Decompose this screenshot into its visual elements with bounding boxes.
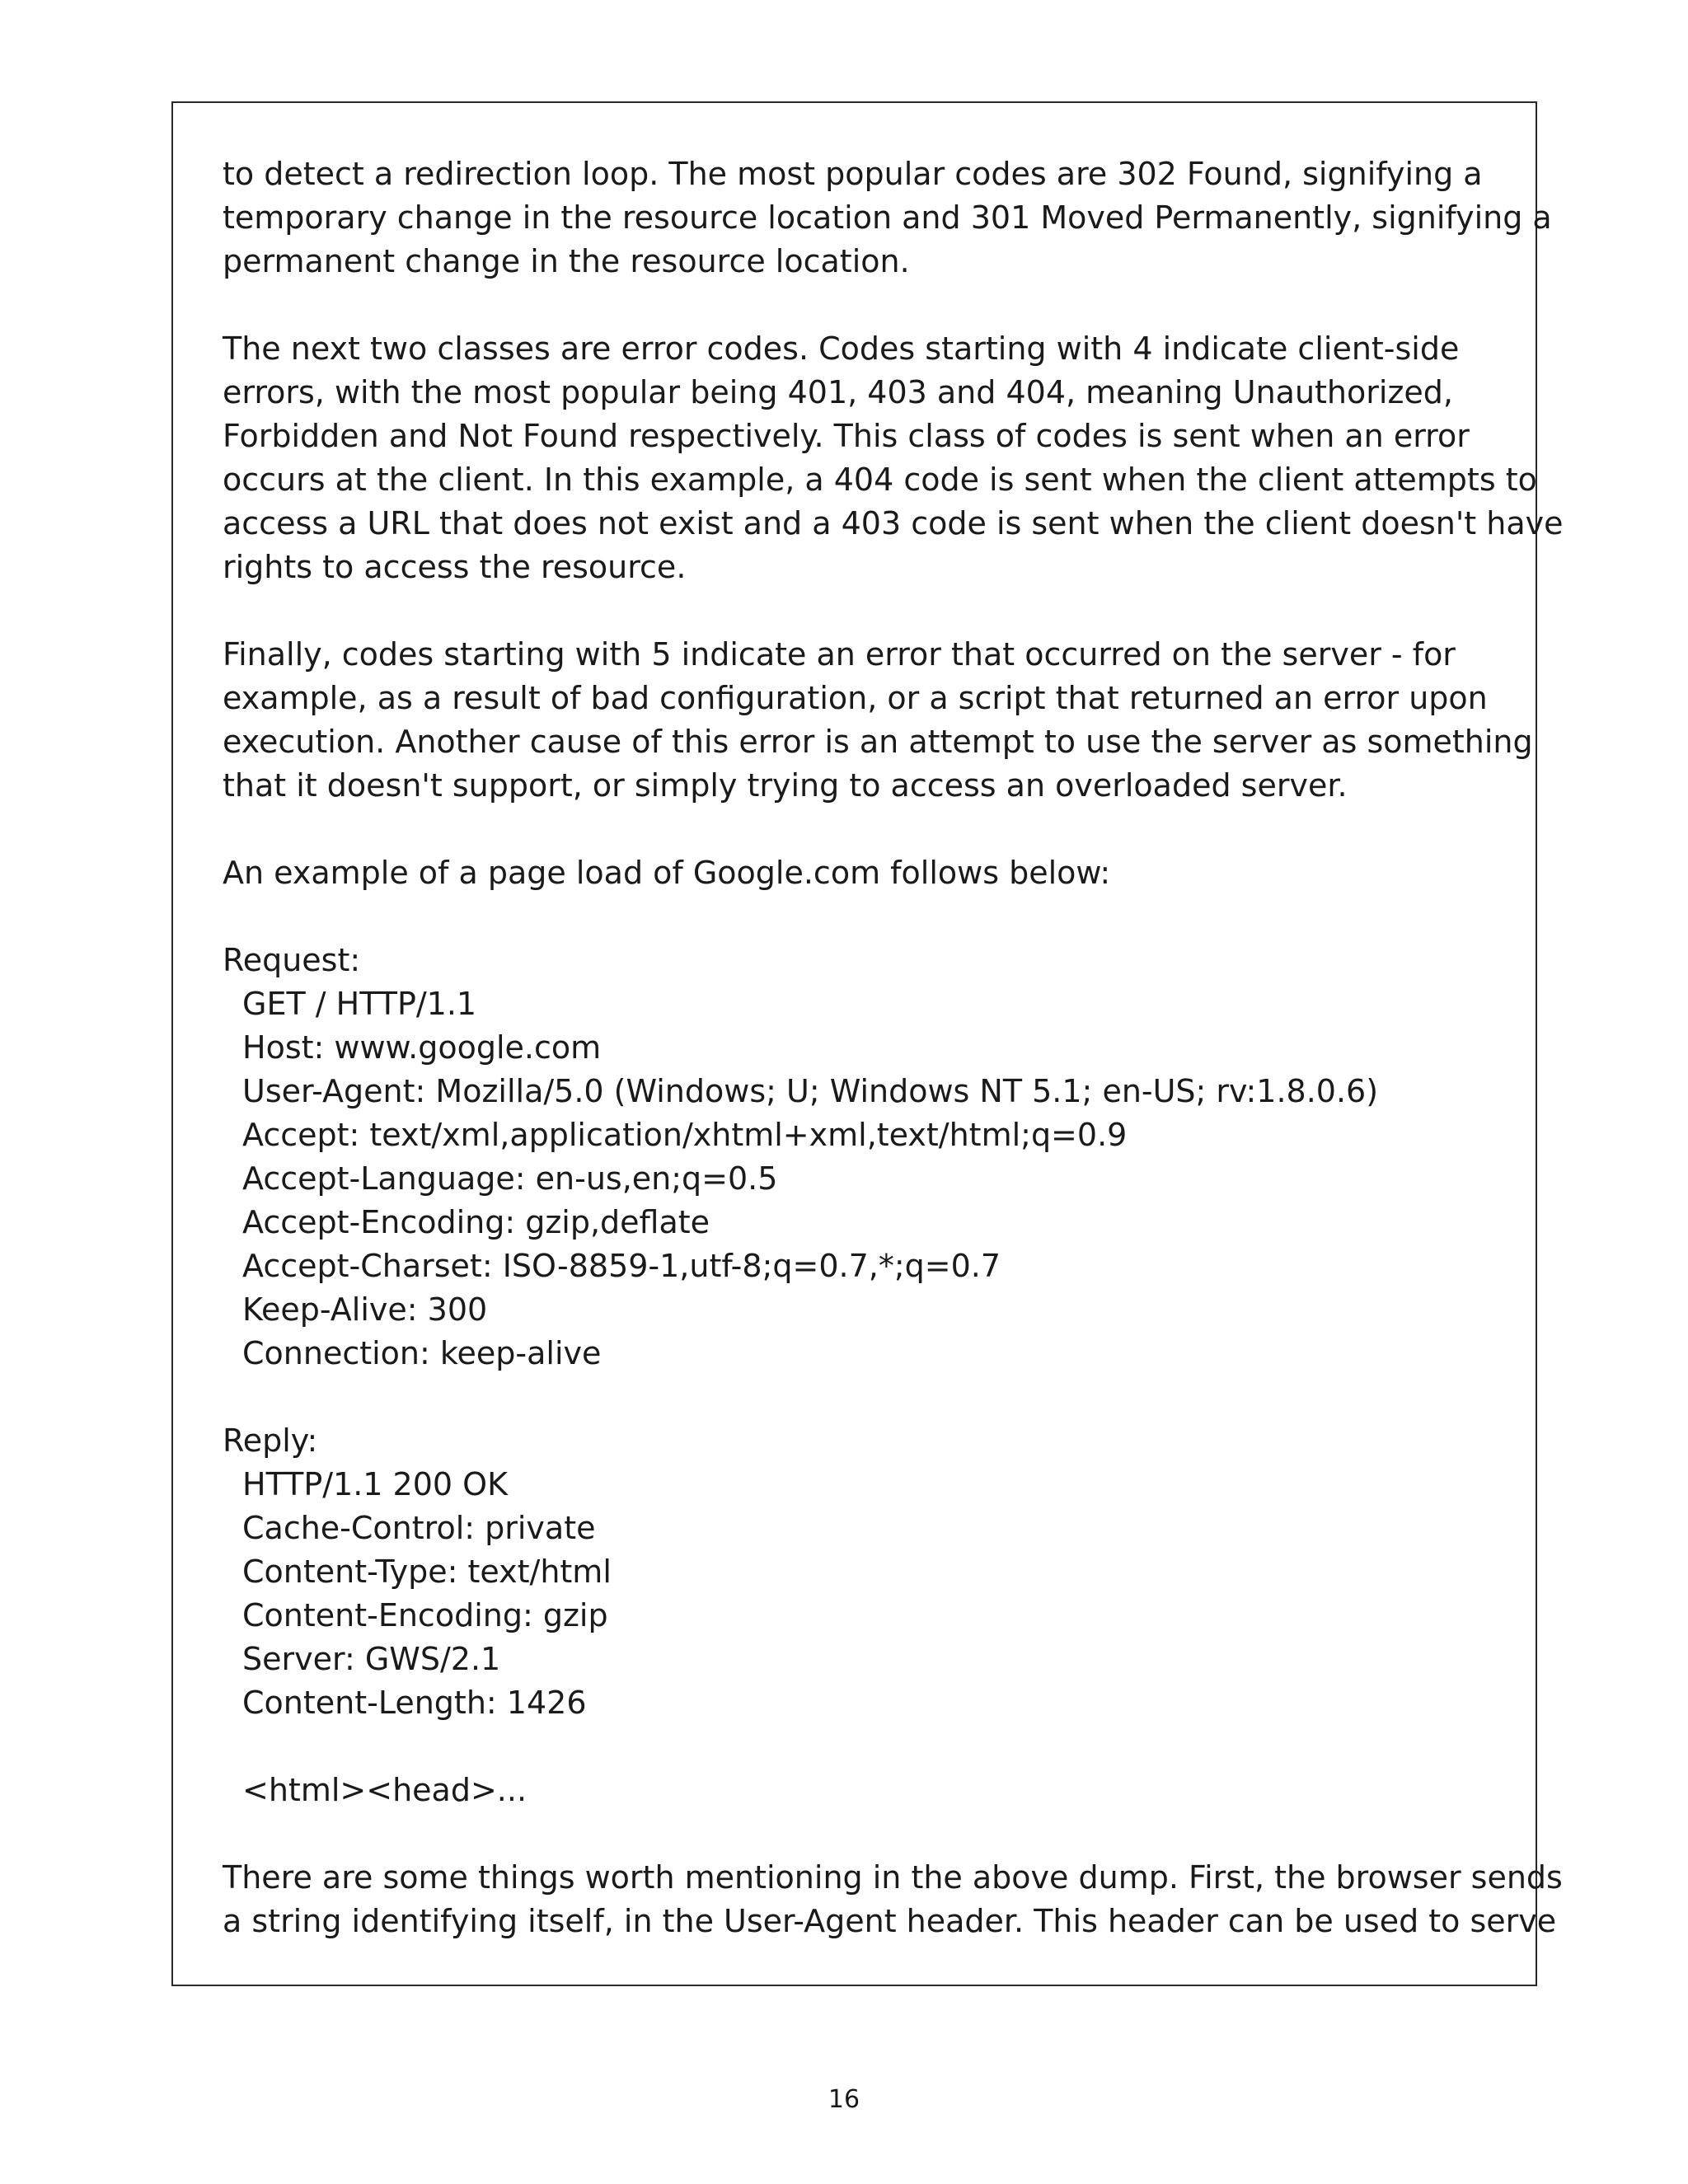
request-header-line: Accept-Language: en-us,en;q=0.5 xyxy=(242,1160,778,1197)
paragraph-redirection xyxy=(223,152,1552,284)
text-line: The next two classes are error codes. Codes starting with 4 indicate client-side xyxy=(223,330,1460,367)
text-line: temporary change in the resource location and 301 Moved Permanently, signifying a xyxy=(223,199,1552,236)
text-line: a string identifying itself, in the User-Agent header. This header can be used to serve xyxy=(223,1903,1557,1939)
request-header-line: Accept-Encoding: gzip,deflate xyxy=(242,1204,710,1240)
text-line: Finally, codes starting with 5 indicate an error that occurred on the server - for xyxy=(223,636,1456,673)
text-line: Forbidden and Not Found respectively. This class of codes is sent when an error xyxy=(223,418,1470,454)
paragraph-example-intro xyxy=(223,851,1508,895)
reply-header-line: Content-Encoding: gzip xyxy=(242,1597,608,1633)
request-header-line: Keep-Alive: 300 xyxy=(242,1291,488,1328)
request-block xyxy=(223,939,1508,1376)
request-label: Request: xyxy=(223,942,361,978)
text-line: to detect a redirection loop. The most popular codes are 302 Found, signifying a xyxy=(223,156,1483,192)
request-header-line: Host: www.google.com xyxy=(242,1029,602,1066)
paragraph-server-errors xyxy=(223,633,1533,808)
request-header-line: Connection: keep-alive xyxy=(242,1335,602,1371)
page-content xyxy=(223,152,1564,1987)
reply-body-block xyxy=(223,1769,1508,1812)
request-line: GET / HTTP/1.1 xyxy=(242,986,477,1022)
reply-header-line: Content-Type: text/html xyxy=(242,1554,612,1590)
reply-header-line: Cache-Control: private xyxy=(242,1510,596,1546)
text-line: execution. Another cause of this error is an attempt to use the server as something xyxy=(223,724,1533,760)
text-line: that it doesn't support, or simply trying to access an overloaded server. xyxy=(223,767,1348,804)
reply-header-line: Content-Length: 1426 xyxy=(242,1685,587,1721)
text-line: An example of a page load of Google.com follows below: xyxy=(223,855,1111,891)
request-header-line: Accept: text/xml,application/xhtml+xml,text/html;q=0.9 xyxy=(242,1117,1128,1153)
request-header-line: Accept-Charset: ISO-8859-1,utf-8;q=0.7,*;q=0.7 xyxy=(242,1248,1001,1284)
reply-status-line: HTTP/1.1 200 OK xyxy=(242,1466,508,1502)
text-line: errors, with the most popular being 401, 403 and 404, meaning Unauthorized, xyxy=(223,374,1453,410)
reply-header-line: Server: GWS/2.1 xyxy=(242,1641,501,1677)
request-header-line: User-Agent: Mozilla/5.0 (Windows; U; Windows NT 5.1; en-US; rv:1.8.0.6) xyxy=(242,1073,1379,1109)
page-frame xyxy=(171,101,1564,1986)
paragraph-client-errors xyxy=(223,327,1564,589)
text-line: occurs at the client. In this example, a 404 code is sent when the client attempts to xyxy=(223,462,1537,498)
text-line: There are some things worth mentioning in the above dump. First, the browser sends xyxy=(223,1859,1563,1896)
reply-body-line: <html><head>... xyxy=(242,1772,528,1808)
text-line: example, as a result of bad configuration, or a script that returned an error upon xyxy=(223,680,1488,716)
text-line: access a URL that does not exist and a 403 code is sent when the client doesn't have xyxy=(223,505,1564,541)
paragraph-dump-notes xyxy=(223,1856,1563,1943)
page-number: 16 xyxy=(828,2085,860,2114)
text-line: permanent change in the resource location. xyxy=(223,243,910,279)
reply-label: Reply: xyxy=(223,1422,318,1459)
text-line: rights to access the resource. xyxy=(223,549,687,585)
reply-block xyxy=(223,1419,1508,1725)
